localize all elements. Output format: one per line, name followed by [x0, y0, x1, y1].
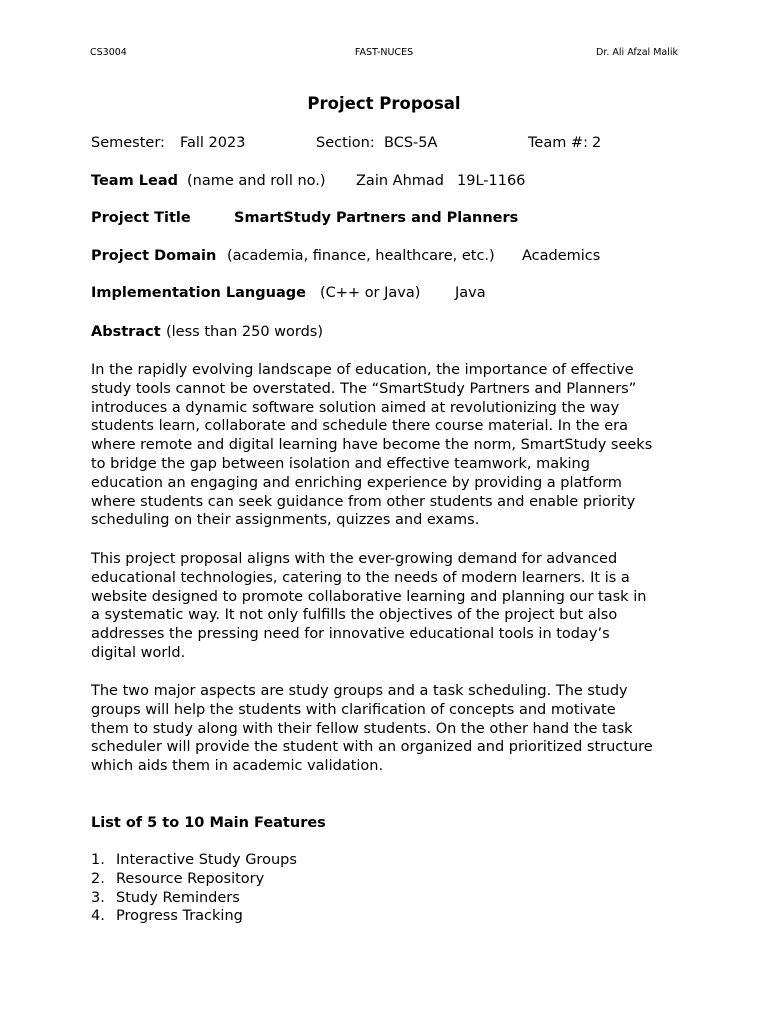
project-title-label: Project Title: [91, 210, 191, 226]
abstract-hint: (less than 250 words): [166, 324, 324, 340]
team-value: 2: [592, 135, 602, 151]
list-item-text: Resource Repository: [116, 870, 265, 887]
domain-hint: (academia, finance, healthcare, etc.): [227, 248, 495, 264]
document-title: Project Proposal: [307, 94, 461, 113]
semester-value: Fall 2023: [180, 135, 246, 151]
semester-label: Semester:: [91, 135, 165, 151]
team-lead-name: Zain Ahmad: [356, 173, 444, 189]
list-item-text: Progress Tracking: [116, 908, 243, 925]
team-lead-roll: 19L-1166: [457, 173, 526, 189]
abstract-paragraph-2: This project proposal aligns with the ever-growing demand for advanced educational technologies, catering to the needs of modern learners. It is a website designed to promote collaborative learning and planning our task in a systematic way. It not only fulfills the objectives of the project but also addresses the pressing need for innovative educational tools in today’s digital world.: [91, 551, 647, 661]
team-label: Team #:: [528, 135, 588, 151]
header-institution: FAST-NUCES: [354, 47, 414, 58]
list-item-number: 4.: [91, 908, 105, 925]
abstract-label: Abstract: [91, 324, 161, 340]
list-item-text: Study Reminders: [116, 889, 240, 906]
abstract-paragraph-3: The two major aspects are study groups and a task scheduling. The study groups will help the students with clarification of concepts and motivate them to study along with their fellow students. On the other hand the task scheduler will provide the student with an organized and prioritized structure which aids them in academic validation.: [91, 683, 653, 775]
list-item: [91, 907, 297, 926]
list-item: [91, 870, 297, 889]
features-list: [91, 851, 297, 926]
language-hint: (C++ or Java): [320, 285, 421, 301]
project-title-value: SmartStudy Partners and Planners: [234, 210, 519, 226]
abstract-paragraph-1: In the rapidly evolving landscape of education, the importance of effective study tools cannot be overstated. The “SmartStudy Partners and Planners” introduces a dynamic software solution aimed at revolutionizing the way students learn, collaborate and schedule there course material. In the era where remote and digital learning have become the norm, SmartStudy seeks to bridge the gap between isolation and effective teamwork, making education an engaging and enriching experience by providing a platform where students can seek guidance from other students and enable priority scheduling on their assignments, quizzes and exams.: [91, 362, 653, 529]
list-item: [91, 889, 297, 908]
header-instructor: Dr. Ali Afzal Malik: [596, 47, 678, 58]
list-item: [91, 851, 297, 870]
list-item-number: 1.: [91, 852, 105, 868]
list-item-text: Interactive Study Groups: [116, 852, 297, 868]
section-value: BCS-5A: [384, 135, 438, 151]
list-item-number: 2.: [91, 870, 105, 887]
team-lead-label: Team Lead: [91, 173, 178, 189]
domain-label: Project Domain: [91, 248, 217, 264]
features-heading: List of 5 to 10 Main Features: [91, 815, 326, 831]
language-label: Implementation Language: [91, 285, 306, 301]
header-course-code: CS3004: [90, 47, 127, 58]
list-item-number: 3.: [91, 889, 105, 906]
team-lead-hint: (name and roll no.): [187, 173, 326, 189]
language-value: Java: [455, 285, 486, 301]
domain-value: Academics: [522, 248, 601, 264]
section-label: Section:: [316, 135, 375, 151]
